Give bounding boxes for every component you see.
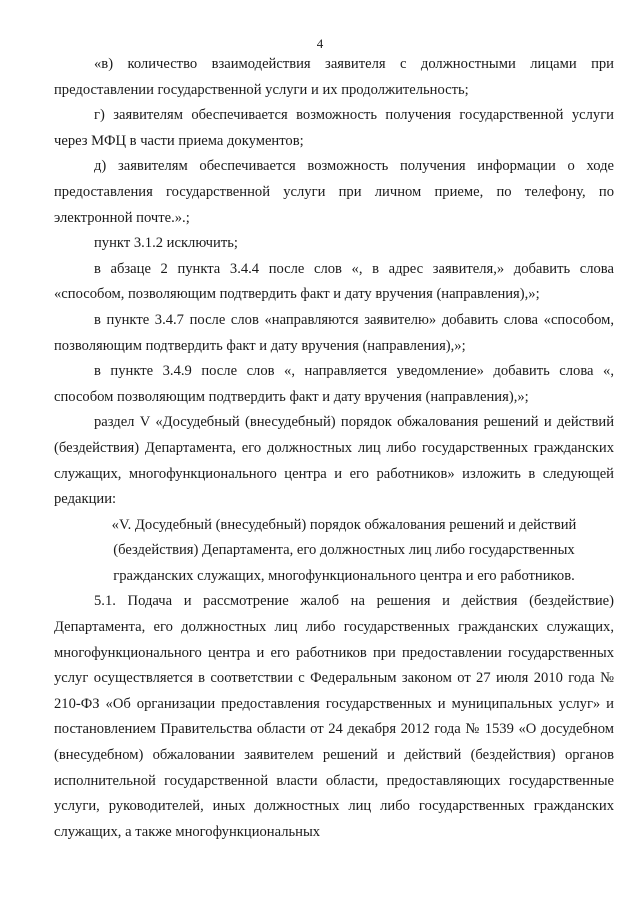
paragraph-item-d: д) заявителям обеспечивается возможность получения информации о ходе предоставления государственной услуги при личном приеме, по телефону, по электронной почте.».; — [54, 158, 614, 226]
paragraph-item-v: «в) количество взаимодействия заявителя с должностными лицами при предоставлении государственной услуги и их продолжительность; — [54, 56, 614, 98]
page-number: 4 — [316, 36, 324, 51]
paragraph-section-v-intro: раздел V «Досудебный (внесудебный) порядок обжалования решений и действий (бездействия) Департамента, его должностных лиц либо государственных гражданских служащих, многофункционального центра и его работников» изложить в следующей редакции: — [54, 414, 614, 508]
paragraph-amend-3-4-4: в абзаце 2 пункта 3.4.4 после слов «, в адрес заявителя,» добавить слова «способом, позволяющим подтвердить факт и дату вручения (направления),»; — [54, 260, 614, 303]
paragraph-delete-3-1-2: пункт 3.1.2 исключить; — [94, 235, 238, 252]
paragraph-amend-3-4-7: в пункте 3.4.7 после слов «направляются заявителю» добавить слова «способом, позволяющим подтвердить факт и дату вручения (направления),»; — [54, 311, 614, 354]
paragraph-5-1: 5.1. Подача и рассмотрение жалоб на решения и действия (бездействие) Департамента, его должностных лиц либо государственных гражданских служащих, многофункционального центра и его работников при предоставлении государственных услуг осуществляется в соответствии с Федеральным законом от 27 июля 2010 года № 210-ФЗ «Об организации предоставления государственных и муниципальных услуг» и постановлением Правительства области от 24 декабря 2012 года № 1539 «О досудебном (внесудебном) обжаловании заявителем решений и действий (бездействия) органов исполнительной государственной власти области, предоставляющих государственные услуги, руководителей, иных должностных лиц либо государственных гражданских служащих, а также многофункциональных — [54, 593, 614, 840]
section-heading-line-2: (бездействия) Департамента, его должностных лиц либо государственных — [113, 542, 575, 559]
document-body — [54, 52, 614, 845]
section-heading-line-3: гражданских служащих, многофункционального центра и его работников. — [113, 567, 575, 584]
paragraph-amend-3-4-9: в пункте 3.4.9 после слов «, направляется уведомление» добавить слова «, способом позволяющим подтвердить факт и дату вручения (направления),»; — [54, 363, 614, 405]
section-heading-line-1: «V. Досудебный (внесудебный) порядок обжалования решений и действий — [111, 516, 577, 533]
paragraph-item-g: г) заявителям обеспечивается возможность получения государственной услуги через МФЦ в части приема документов; — [54, 107, 614, 149]
